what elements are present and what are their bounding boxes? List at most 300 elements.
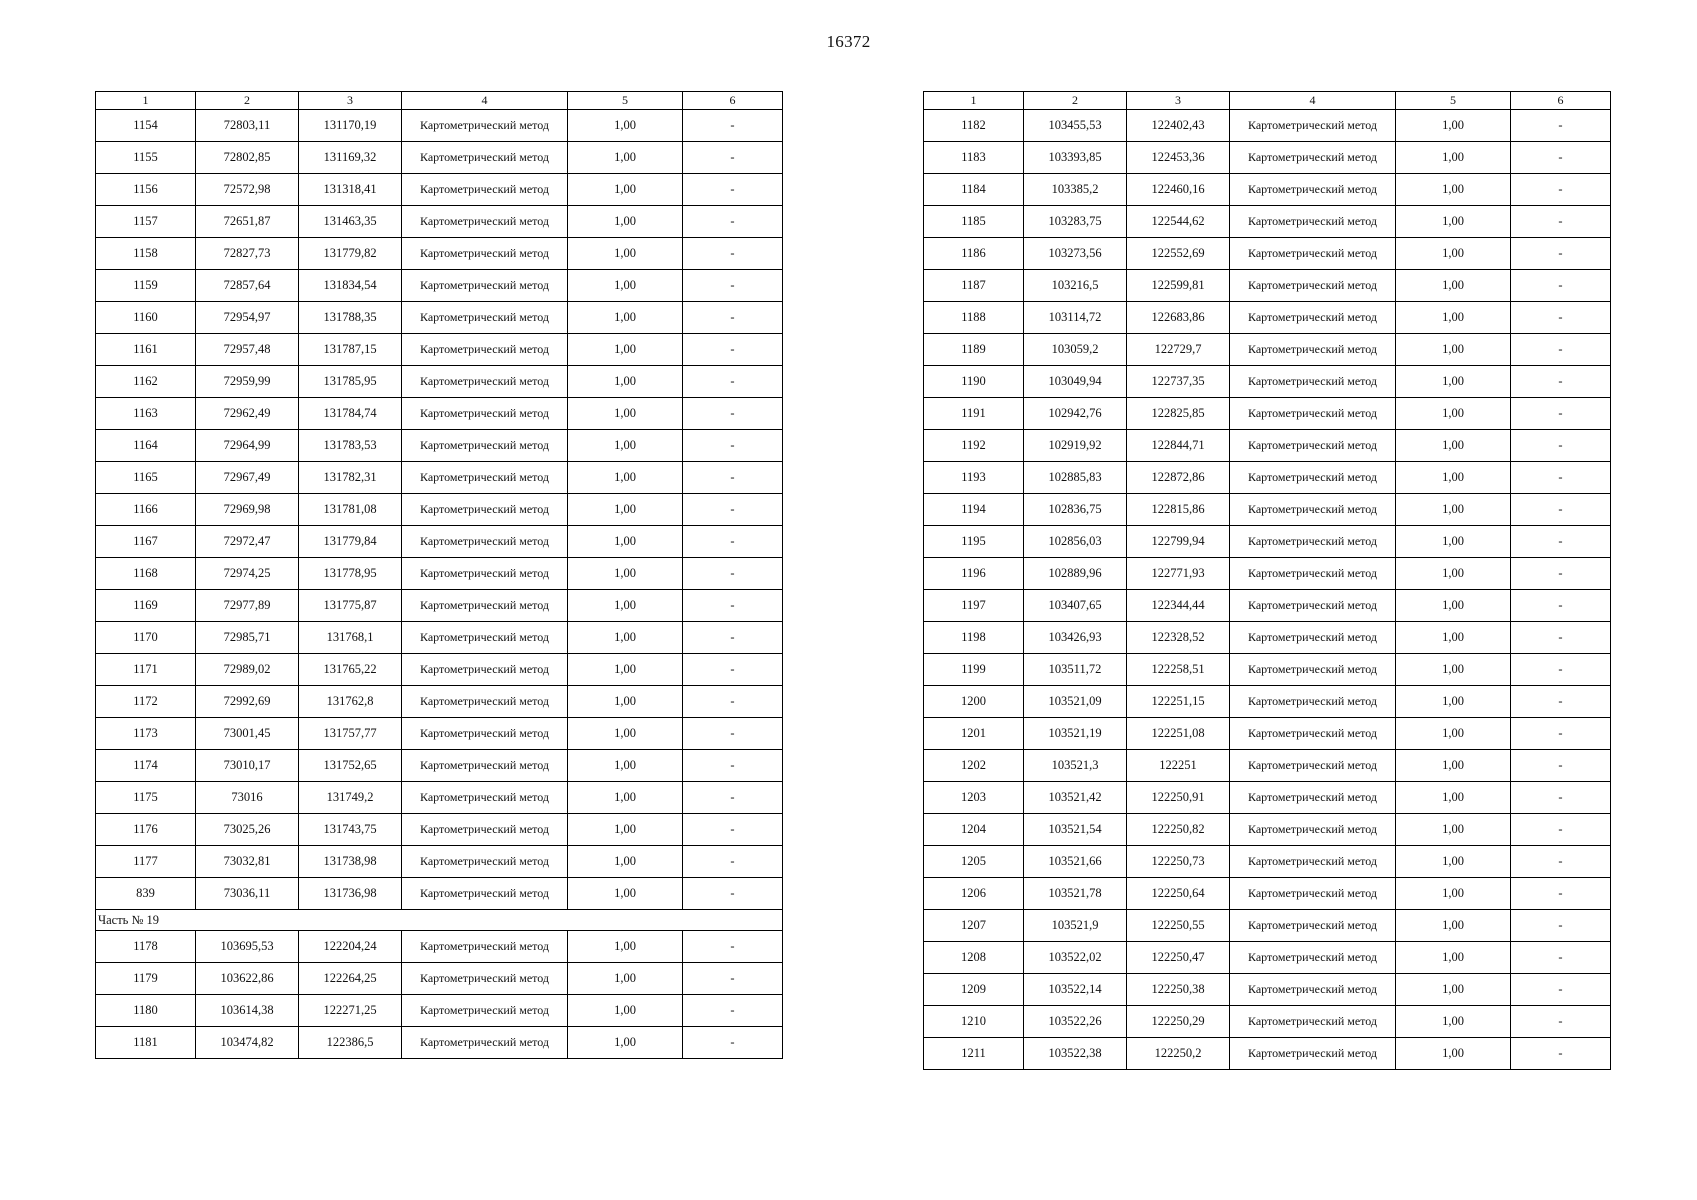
point-number-cell: 1160 <box>96 302 196 334</box>
x-coordinate-cell: 103522,38 <box>1024 1038 1127 1070</box>
table-row <box>96 750 783 782</box>
note-cell: - <box>683 846 783 878</box>
note-cell: - <box>1511 206 1611 238</box>
method-cell: Картометрический метод <box>402 430 568 462</box>
x-coordinate-cell: 103522,02 <box>1024 942 1127 974</box>
point-number-cell: 839 <box>96 878 196 910</box>
precision-cell: 1,00 <box>568 302 683 334</box>
y-coordinate-cell: 122258,51 <box>1127 654 1230 686</box>
method-cell: Картометрический метод <box>402 622 568 654</box>
precision-cell: 1,00 <box>568 366 683 398</box>
y-coordinate-cell: 122825,85 <box>1127 398 1230 430</box>
table-row <box>924 1006 1611 1038</box>
point-number-cell: 1177 <box>96 846 196 878</box>
table-row <box>96 622 783 654</box>
section-row <box>96 910 783 931</box>
y-coordinate-cell: 122799,94 <box>1127 526 1230 558</box>
x-coordinate-cell: 103393,85 <box>1024 142 1127 174</box>
table-row <box>924 910 1611 942</box>
point-number-cell: 1196 <box>924 558 1024 590</box>
table-row <box>96 430 783 462</box>
precision-cell: 1,00 <box>1396 398 1511 430</box>
note-cell: - <box>683 814 783 846</box>
note-cell: - <box>1511 750 1611 782</box>
point-number-cell: 1209 <box>924 974 1024 1006</box>
precision-cell: 1,00 <box>1396 366 1511 398</box>
y-coordinate-cell: 122453,36 <box>1127 142 1230 174</box>
column-header: 1 <box>96 92 196 110</box>
point-number-cell: 1155 <box>96 142 196 174</box>
point-number-cell: 1205 <box>924 846 1024 878</box>
x-coordinate-cell: 103521,9 <box>1024 910 1127 942</box>
table-row <box>924 846 1611 878</box>
column-header: 2 <box>196 92 299 110</box>
note-cell: - <box>1511 302 1611 334</box>
table-row <box>96 963 783 995</box>
method-cell: Картометрический метод <box>1230 974 1396 1006</box>
y-coordinate-cell: 122328,52 <box>1127 622 1230 654</box>
table-row <box>96 814 783 846</box>
x-coordinate-cell: 103521,3 <box>1024 750 1127 782</box>
y-coordinate-cell: 122264,25 <box>299 963 402 995</box>
precision-cell: 1,00 <box>1396 526 1511 558</box>
point-number-cell: 1202 <box>924 750 1024 782</box>
note-cell: - <box>683 750 783 782</box>
y-coordinate-cell: 131788,35 <box>299 302 402 334</box>
precision-cell: 1,00 <box>568 654 683 686</box>
table-row <box>96 526 783 558</box>
method-cell: Картометрический метод <box>1230 590 1396 622</box>
method-cell: Картометрический метод <box>1230 430 1396 462</box>
point-number-cell: 1193 <box>924 462 1024 494</box>
note-cell: - <box>1511 814 1611 846</box>
method-cell: Картометрический метод <box>1230 302 1396 334</box>
precision-cell: 1,00 <box>568 142 683 174</box>
point-number-cell: 1170 <box>96 622 196 654</box>
precision-cell: 1,00 <box>1396 142 1511 174</box>
precision-cell: 1,00 <box>568 110 683 142</box>
method-cell: Картометрический метод <box>402 462 568 494</box>
note-cell: - <box>1511 398 1611 430</box>
table-row <box>924 718 1611 750</box>
point-number-cell: 1210 <box>924 1006 1024 1038</box>
point-number-cell: 1199 <box>924 654 1024 686</box>
y-coordinate-cell: 122204,24 <box>299 931 402 963</box>
y-coordinate-cell: 122271,25 <box>299 995 402 1027</box>
method-cell: Картометрический метод <box>1230 814 1396 846</box>
precision-cell: 1,00 <box>1396 430 1511 462</box>
x-coordinate-cell: 103474,82 <box>196 1027 299 1059</box>
table-row <box>924 750 1611 782</box>
method-cell: Картометрический метод <box>1230 750 1396 782</box>
method-cell: Картометрический метод <box>402 366 568 398</box>
note-cell: - <box>683 686 783 718</box>
note-cell: - <box>1511 1006 1611 1038</box>
method-cell: Картометрический метод <box>402 302 568 334</box>
y-coordinate-cell: 131743,75 <box>299 814 402 846</box>
table-row <box>924 590 1611 622</box>
note-cell: - <box>683 782 783 814</box>
precision-cell: 1,00 <box>568 750 683 782</box>
table-row <box>924 974 1611 1006</box>
method-cell: Картометрический метод <box>1230 334 1396 366</box>
precision-cell: 1,00 <box>1396 206 1511 238</box>
note-cell: - <box>683 558 783 590</box>
x-coordinate-cell: 72969,98 <box>196 494 299 526</box>
x-coordinate-cell: 73036,11 <box>196 878 299 910</box>
table-row <box>924 302 1611 334</box>
method-cell: Картометрический метод <box>402 654 568 686</box>
x-coordinate-cell: 102885,83 <box>1024 462 1127 494</box>
x-coordinate-cell: 103521,78 <box>1024 878 1127 910</box>
precision-cell: 1,00 <box>1396 846 1511 878</box>
section-label: Часть № 19 <box>96 910 783 931</box>
table-row <box>96 494 783 526</box>
table-row <box>96 398 783 430</box>
table-row <box>96 846 783 878</box>
method-cell: Картометрический метод <box>402 718 568 750</box>
precision-cell: 1,00 <box>568 430 683 462</box>
precision-cell: 1,00 <box>1396 686 1511 718</box>
point-number-cell: 1211 <box>924 1038 1024 1070</box>
y-coordinate-cell: 122251,08 <box>1127 718 1230 750</box>
column-header: 6 <box>1511 92 1611 110</box>
note-cell: - <box>683 366 783 398</box>
x-coordinate-cell: 103522,14 <box>1024 974 1127 1006</box>
table-row <box>96 782 783 814</box>
note-cell: - <box>1511 430 1611 462</box>
column-header: 6 <box>683 92 783 110</box>
precision-cell: 1,00 <box>1396 942 1511 974</box>
table-row <box>96 558 783 590</box>
point-number-cell: 1169 <box>96 590 196 622</box>
note-cell: - <box>1511 558 1611 590</box>
y-coordinate-cell: 131752,65 <box>299 750 402 782</box>
precision-cell: 1,00 <box>568 782 683 814</box>
precision-cell: 1,00 <box>568 995 683 1027</box>
point-number-cell: 1154 <box>96 110 196 142</box>
table-row <box>96 366 783 398</box>
precision-cell: 1,00 <box>568 206 683 238</box>
point-number-cell: 1204 <box>924 814 1024 846</box>
method-cell: Картометрический метод <box>402 590 568 622</box>
y-coordinate-cell: 131784,74 <box>299 398 402 430</box>
y-coordinate-cell: 122552,69 <box>1127 238 1230 270</box>
table-row <box>96 1027 783 1059</box>
y-coordinate-cell: 131762,8 <box>299 686 402 718</box>
point-number-cell: 1187 <box>924 270 1024 302</box>
y-coordinate-cell: 122250,55 <box>1127 910 1230 942</box>
note-cell: - <box>1511 622 1611 654</box>
note-cell: - <box>683 654 783 686</box>
table-row <box>924 942 1611 974</box>
x-coordinate-cell: 103511,72 <box>1024 654 1127 686</box>
x-coordinate-cell: 72989,02 <box>196 654 299 686</box>
table-row <box>96 206 783 238</box>
point-number-cell: 1174 <box>96 750 196 782</box>
point-number-cell: 1157 <box>96 206 196 238</box>
note-cell: - <box>1511 270 1611 302</box>
method-cell: Картометрический метод <box>402 526 568 558</box>
precision-cell: 1,00 <box>1396 302 1511 334</box>
method-cell: Картометрический метод <box>1230 238 1396 270</box>
point-number-cell: 1167 <box>96 526 196 558</box>
precision-cell: 1,00 <box>1396 1006 1511 1038</box>
table-row <box>924 686 1611 718</box>
method-cell: Картометрический метод <box>1230 782 1396 814</box>
precision-cell: 1,00 <box>1396 974 1511 1006</box>
precision-cell: 1,00 <box>1396 718 1511 750</box>
method-cell: Картометрический метод <box>1230 110 1396 142</box>
table-row <box>96 238 783 270</box>
note-cell: - <box>1511 1038 1611 1070</box>
x-coordinate-cell: 102836,75 <box>1024 494 1127 526</box>
precision-cell: 1,00 <box>568 398 683 430</box>
note-cell: - <box>683 270 783 302</box>
note-cell: - <box>1511 686 1611 718</box>
method-cell: Картометрический метод <box>1230 526 1396 558</box>
note-cell: - <box>1511 718 1611 750</box>
note-cell: - <box>1511 110 1611 142</box>
precision-cell: 1,00 <box>1396 654 1511 686</box>
column-header: 1 <box>924 92 1024 110</box>
method-cell: Картометрический метод <box>1230 398 1396 430</box>
x-coordinate-cell: 72972,47 <box>196 526 299 558</box>
x-coordinate-cell: 102856,03 <box>1024 526 1127 558</box>
table-row <box>924 878 1611 910</box>
precision-cell: 1,00 <box>1396 782 1511 814</box>
method-cell: Картометрический метод <box>402 782 568 814</box>
point-number-cell: 1183 <box>924 142 1024 174</box>
x-coordinate-cell: 72957,48 <box>196 334 299 366</box>
y-coordinate-cell: 122250,82 <box>1127 814 1230 846</box>
precision-cell: 1,00 <box>568 462 683 494</box>
table-row <box>96 174 783 206</box>
y-coordinate-cell: 131749,2 <box>299 782 402 814</box>
point-number-cell: 1185 <box>924 206 1024 238</box>
x-coordinate-cell: 103695,53 <box>196 931 299 963</box>
x-coordinate-cell: 102919,92 <box>1024 430 1127 462</box>
x-coordinate-cell: 72964,99 <box>196 430 299 462</box>
method-cell: Картометрический метод <box>402 174 568 206</box>
table-row <box>96 302 783 334</box>
precision-cell: 1,00 <box>568 718 683 750</box>
x-coordinate-cell: 72959,99 <box>196 366 299 398</box>
x-coordinate-cell: 103521,19 <box>1024 718 1127 750</box>
y-coordinate-cell: 122250,38 <box>1127 974 1230 1006</box>
x-coordinate-cell: 103521,42 <box>1024 782 1127 814</box>
point-number-cell: 1162 <box>96 366 196 398</box>
column-header: 3 <box>1127 92 1230 110</box>
method-cell: Картометрический метод <box>1230 558 1396 590</box>
point-number-cell: 1180 <box>96 995 196 1027</box>
precision-cell: 1,00 <box>1396 238 1511 270</box>
x-coordinate-cell: 72954,97 <box>196 302 299 334</box>
method-cell: Картометрический метод <box>402 750 568 782</box>
point-number-cell: 1184 <box>924 174 1024 206</box>
column-header: 5 <box>568 92 683 110</box>
table-row <box>96 654 783 686</box>
precision-cell: 1,00 <box>568 270 683 302</box>
method-cell: Картометрический метод <box>1230 1038 1396 1070</box>
precision-cell: 1,00 <box>1396 750 1511 782</box>
y-coordinate-cell: 122599,81 <box>1127 270 1230 302</box>
table-row <box>924 174 1611 206</box>
note-cell: - <box>683 878 783 910</box>
column-header: 4 <box>1230 92 1396 110</box>
table-row <box>924 622 1611 654</box>
note-cell: - <box>683 302 783 334</box>
precision-cell: 1,00 <box>1396 910 1511 942</box>
x-coordinate-cell: 103426,93 <box>1024 622 1127 654</box>
x-coordinate-cell: 73025,26 <box>196 814 299 846</box>
table-row <box>96 718 783 750</box>
x-coordinate-cell: 103273,56 <box>1024 238 1127 270</box>
point-number-cell: 1198 <box>924 622 1024 654</box>
point-number-cell: 1186 <box>924 238 1024 270</box>
x-coordinate-cell: 73032,81 <box>196 846 299 878</box>
method-cell: Картометрический метод <box>1230 878 1396 910</box>
y-coordinate-cell: 122771,93 <box>1127 558 1230 590</box>
table-row <box>96 931 783 963</box>
point-number-cell: 1194 <box>924 494 1024 526</box>
column-header: 2 <box>1024 92 1127 110</box>
table-row <box>924 270 1611 302</box>
precision-cell: 1,00 <box>1396 270 1511 302</box>
x-coordinate-cell: 72802,85 <box>196 142 299 174</box>
coordinates-table-right <box>923 91 1611 1070</box>
x-coordinate-cell: 103614,38 <box>196 995 299 1027</box>
note-cell: - <box>683 174 783 206</box>
point-number-cell: 1206 <box>924 878 1024 910</box>
note-cell: - <box>683 963 783 995</box>
method-cell: Картометрический метод <box>402 963 568 995</box>
note-cell: - <box>683 995 783 1027</box>
table-row <box>96 142 783 174</box>
point-number-cell: 1176 <box>96 814 196 846</box>
x-coordinate-cell: 72651,87 <box>196 206 299 238</box>
y-coordinate-cell: 122683,86 <box>1127 302 1230 334</box>
precision-cell: 1,00 <box>568 334 683 366</box>
precision-cell: 1,00 <box>568 590 683 622</box>
point-number-cell: 1159 <box>96 270 196 302</box>
point-number-cell: 1179 <box>96 963 196 995</box>
precision-cell: 1,00 <box>1396 334 1511 366</box>
x-coordinate-cell: 103455,53 <box>1024 110 1127 142</box>
method-cell: Картометрический метод <box>1230 622 1396 654</box>
x-coordinate-cell: 72992,69 <box>196 686 299 718</box>
note-cell: - <box>683 622 783 654</box>
point-number-cell: 1200 <box>924 686 1024 718</box>
point-number-cell: 1164 <box>96 430 196 462</box>
precision-cell: 1,00 <box>568 558 683 590</box>
x-coordinate-cell: 103407,65 <box>1024 590 1127 622</box>
y-coordinate-cell: 131170,19 <box>299 110 402 142</box>
precision-cell: 1,00 <box>568 846 683 878</box>
y-coordinate-cell: 131738,98 <box>299 846 402 878</box>
point-number-cell: 1171 <box>96 654 196 686</box>
method-cell: Картометрический метод <box>1230 718 1396 750</box>
method-cell: Картометрический метод <box>402 558 568 590</box>
method-cell: Картометрический метод <box>1230 366 1396 398</box>
method-cell: Картометрический метод <box>1230 1006 1396 1038</box>
table-row <box>924 142 1611 174</box>
note-cell: - <box>1511 654 1611 686</box>
table-row <box>96 334 783 366</box>
note-cell: - <box>683 718 783 750</box>
x-coordinate-cell: 72827,73 <box>196 238 299 270</box>
y-coordinate-cell: 131781,08 <box>299 494 402 526</box>
point-number-cell: 1190 <box>924 366 1024 398</box>
point-number-cell: 1195 <box>924 526 1024 558</box>
x-coordinate-cell: 103521,66 <box>1024 846 1127 878</box>
y-coordinate-cell: 122250,91 <box>1127 782 1230 814</box>
note-cell: - <box>1511 142 1611 174</box>
precision-cell: 1,00 <box>568 878 683 910</box>
y-coordinate-cell: 122250,47 <box>1127 942 1230 974</box>
y-coordinate-cell: 122250,2 <box>1127 1038 1230 1070</box>
y-coordinate-cell: 131779,82 <box>299 238 402 270</box>
note-cell: - <box>683 206 783 238</box>
method-cell: Картометрический метод <box>1230 270 1396 302</box>
point-number-cell: 1172 <box>96 686 196 718</box>
y-coordinate-cell: 131834,54 <box>299 270 402 302</box>
method-cell: Картометрический метод <box>402 334 568 366</box>
table-row <box>924 526 1611 558</box>
point-number-cell: 1173 <box>96 718 196 750</box>
note-cell: - <box>683 526 783 558</box>
note-cell: - <box>683 398 783 430</box>
precision-cell: 1,00 <box>1396 174 1511 206</box>
point-number-cell: 1166 <box>96 494 196 526</box>
table-row <box>924 1038 1611 1070</box>
column-header: 5 <box>1396 92 1511 110</box>
method-cell: Картометрический метод <box>1230 846 1396 878</box>
y-coordinate-cell: 131778,95 <box>299 558 402 590</box>
note-cell: - <box>683 1027 783 1059</box>
x-coordinate-cell: 103114,72 <box>1024 302 1127 334</box>
point-number-cell: 1197 <box>924 590 1024 622</box>
point-number-cell: 1208 <box>924 942 1024 974</box>
x-coordinate-cell: 73016 <box>196 782 299 814</box>
method-cell: Картометрический метод <box>402 878 568 910</box>
x-coordinate-cell: 103521,09 <box>1024 686 1127 718</box>
table-row <box>924 462 1611 494</box>
x-coordinate-cell: 72977,89 <box>196 590 299 622</box>
precision-cell: 1,00 <box>568 963 683 995</box>
table-row <box>924 430 1611 462</box>
precision-cell: 1,00 <box>568 1027 683 1059</box>
precision-cell: 1,00 <box>568 238 683 270</box>
x-coordinate-cell: 103059,2 <box>1024 334 1127 366</box>
note-cell: - <box>1511 462 1611 494</box>
note-cell: - <box>1511 590 1611 622</box>
table-row <box>96 462 783 494</box>
y-coordinate-cell: 122544,62 <box>1127 206 1230 238</box>
method-cell: Картометрический метод <box>1230 654 1396 686</box>
y-coordinate-cell: 131782,31 <box>299 462 402 494</box>
y-coordinate-cell: 122460,16 <box>1127 174 1230 206</box>
y-coordinate-cell: 131775,87 <box>299 590 402 622</box>
table-row <box>924 398 1611 430</box>
point-number-cell: 1175 <box>96 782 196 814</box>
x-coordinate-cell: 73010,17 <box>196 750 299 782</box>
precision-cell: 1,00 <box>1396 558 1511 590</box>
x-coordinate-cell: 72572,98 <box>196 174 299 206</box>
y-coordinate-cell: 131318,41 <box>299 174 402 206</box>
precision-cell: 1,00 <box>568 814 683 846</box>
note-cell: - <box>1511 846 1611 878</box>
